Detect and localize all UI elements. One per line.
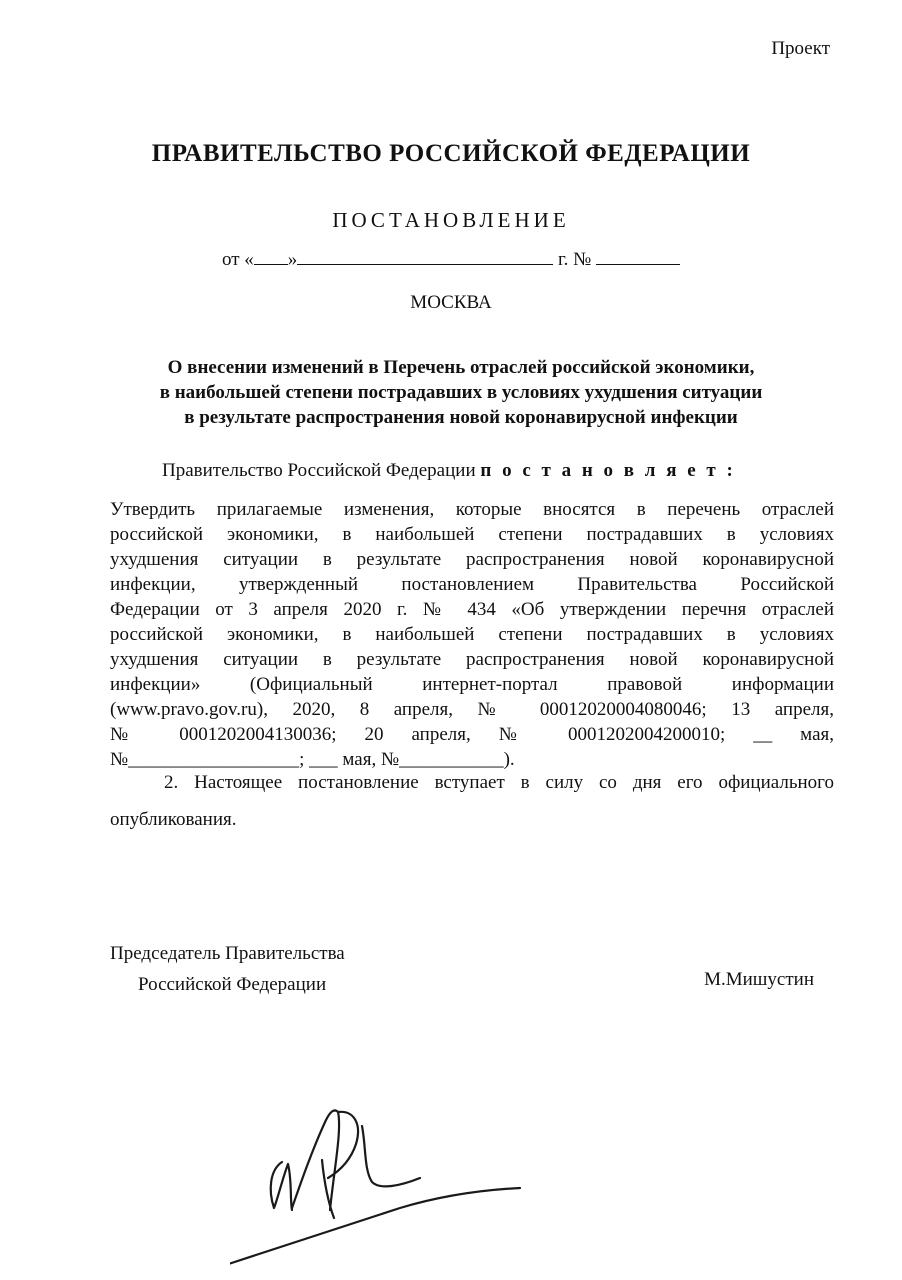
signatory-name: М.Мишустин — [704, 969, 814, 990]
heading-line: в результате распространения новой коронавирусной инфекции — [184, 407, 738, 428]
number-label: г. № — [558, 249, 592, 270]
decree-heading — [100, 355, 822, 430]
intro-sentence — [162, 460, 736, 482]
paragraph-line: Федерации от 3 апреля 2020 г. № 434 «Об утверждении перечня отраслей — [110, 599, 834, 620]
date-prefix: от « — [221, 249, 254, 270]
heading-line: в наибольшей степени пострадавших в условиях ухудшения ситуации — [159, 382, 763, 403]
heading-line: О внесении изменений в Перечень отраслей российской экономики, — [167, 357, 755, 378]
intro-text: Правительство Российской Федерации — [162, 460, 481, 481]
paragraph-2 — [110, 772, 834, 831]
paragraph-line: № 0001202004130036; 20 апреля, № 0001202004200010; __ мая, — [110, 724, 834, 745]
day-blank — [254, 248, 288, 265]
position-line: Председатель Правительства — [110, 943, 345, 964]
paragraph-line: инфекции» (Официальный интернет-портал правовой информации — [110, 674, 834, 695]
paragraph-line: российской экономики, в наибольшей степени пострадавших в условиях — [110, 524, 834, 545]
date-line — [0, 248, 902, 271]
city: МОСКВА — [410, 292, 492, 313]
paragraph-line: 2. Настоящее постановление вступает в силу со дня его официального — [164, 772, 834, 793]
paragraph-line: Утвердить прилагаемые изменения, которые вносятся в перечень отраслей — [110, 499, 834, 520]
paragraph-line: инфекции, утвержденный постановлением Правительства Российской — [110, 574, 834, 595]
handwritten-signature — [230, 1090, 530, 1280]
paragraph-line: (www.pravo.gov.ru), 2020, 8 апреля, № 00012020004080046; 13 апреля, — [110, 699, 834, 720]
paragraph-line: ухудшения ситуации в результате распространения новой коронавирусной — [110, 549, 834, 570]
date-mid: » — [287, 249, 298, 270]
paragraph-line: ухудшения ситуации в результате распространения новой коронавирусной — [110, 649, 834, 670]
number-blank — [596, 248, 680, 265]
intro-emphasis: п о с т а н о в л я е т : — [480, 460, 736, 481]
month-year-blank — [297, 248, 553, 265]
paragraph-line: опубликования. — [110, 809, 237, 830]
paragraph-line: российской экономики, в наибольшей степени пострадавших в условиях — [110, 624, 834, 645]
project-label: Проект — [771, 38, 830, 59]
government-title: ПРАВИТЕЛЬСТВО РОССИЙСКОЙ ФЕДЕРАЦИИ — [151, 140, 751, 167]
decree-word: ПОСТАНОВЛЕНИЕ — [332, 208, 570, 232]
position-line: Российской Федерации — [138, 974, 327, 995]
signatory-position — [110, 938, 345, 1000]
paragraph-line: №__________________; ___ мая, №___________). — [110, 749, 515, 770]
paragraph-1 — [110, 497, 834, 772]
